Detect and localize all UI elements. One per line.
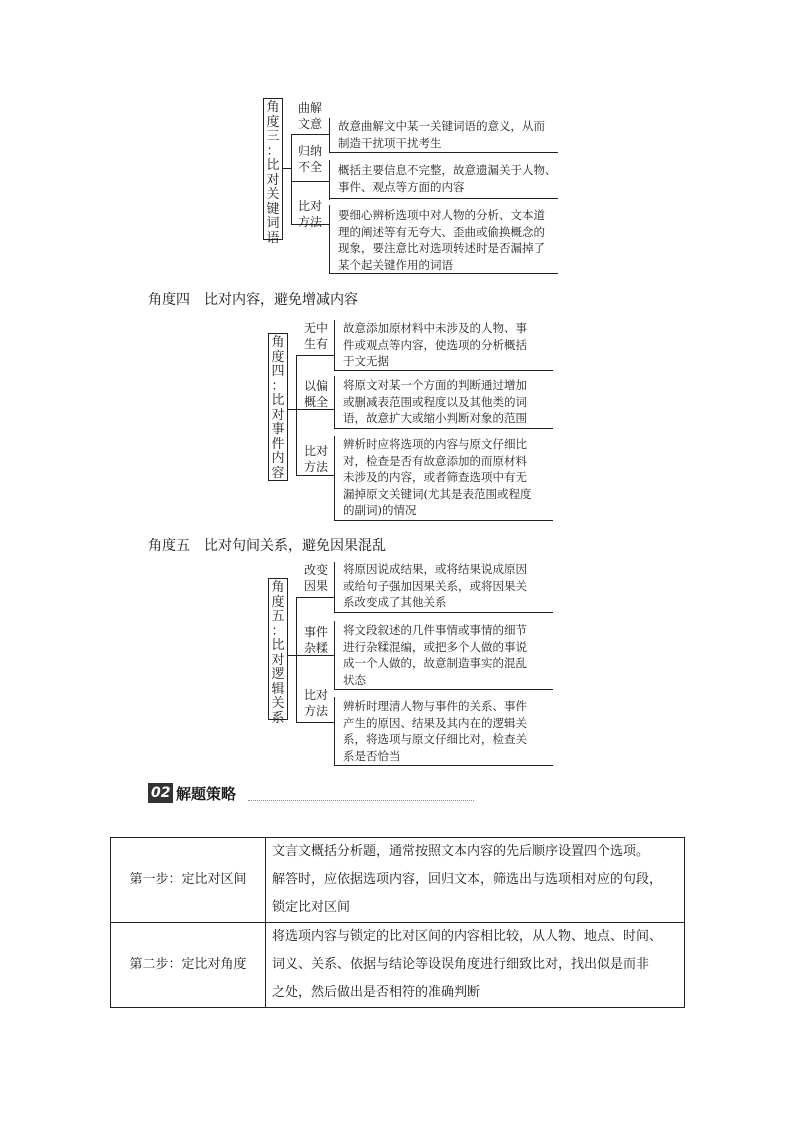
table-row (111, 923, 685, 1008)
section-title: 解题策略 (176, 785, 237, 803)
bracket-line (334, 436, 335, 520)
step-content: 将选项内容与锁定的比对区间的内容相比较，从人物、地点、时间、 词义、关系、依据与结论等设误角度进行细致比对，找出似是而非 之处，然后做出是否相符的准确判断 (266, 923, 685, 1008)
branch-description: 要细心辨析选项中对人物的分析、文本道 理的阐述等有无夸大、歪曲或偷换概念的 现象，要注意比对选项转述时是否漏掉了 某个起关键作用的词语 (338, 208, 545, 272)
underline (329, 152, 558, 153)
bracket-line (329, 118, 330, 153)
title-char: 逻 (271, 667, 285, 682)
title-char: 语 (266, 230, 280, 246)
diagram-title-box (263, 98, 283, 246)
underline (329, 198, 558, 199)
title-char: 事 (271, 422, 285, 437)
strategy-table (110, 837, 685, 1008)
angle-five-heading: 角度五 比对句间关系，避免因果混乱 (148, 538, 386, 554)
connector (296, 722, 334, 723)
bracket-line (329, 160, 330, 200)
bracket-line (334, 697, 335, 765)
connector (288, 655, 296, 656)
title-char: 关 (271, 696, 285, 711)
title-char: 角 (266, 100, 280, 115)
connector (296, 355, 334, 356)
underline (334, 428, 553, 429)
branch-label: 比对 方法 (297, 199, 322, 229)
underline (334, 370, 553, 371)
connector (291, 181, 329, 182)
underline (334, 612, 553, 613)
title-char: 内 (271, 451, 285, 466)
title-char: 对 (266, 172, 280, 188)
branch-label: 无中 生有 (303, 321, 328, 351)
title-char: 容 (271, 465, 285, 481)
underline (334, 520, 553, 521)
table-row (111, 838, 685, 923)
bracket-line (334, 562, 335, 612)
title-char: 比 (271, 638, 285, 653)
diagram-title-box (268, 333, 288, 481)
title-char: 系 (271, 710, 285, 726)
title-char: 件 (271, 436, 285, 452)
connector (296, 597, 334, 598)
angle-four-heading: 角度四 比对内容，避免增减内容 (148, 292, 358, 308)
branch-description: 将原因说成结果，或将结果说成原因 或给句子强加因果关系，或将因果关 系改变成了其他关系 (343, 562, 527, 609)
title-char: ： (271, 378, 285, 394)
title-char: ： (271, 623, 285, 639)
section-number-badge: 02 (148, 783, 173, 803)
branch-description: 故意添加原材料中未涉及的人物、事 件或观点等内容，使选项的分析概括 于文无据 (343, 321, 527, 368)
underline (334, 689, 553, 690)
title-char: 键 (266, 201, 280, 217)
underline (329, 273, 558, 274)
title-char: 对 (271, 407, 285, 423)
branch-label: 归纳 不全 (297, 144, 322, 174)
title-char: 度 (271, 349, 285, 365)
underline (334, 765, 553, 766)
connector (291, 134, 329, 135)
branch-label: 曲解 文意 (297, 101, 322, 131)
title-char: 四 (271, 364, 285, 379)
title-char: 度 (266, 114, 280, 130)
connector (288, 409, 296, 410)
branch-description: 将文段叙述的几件事情或事情的细节 进行杂糅混编，或把多个人做的事说 成一个人做的，故意制造事实的混乱 状态 (343, 623, 527, 687)
title-char: 比 (271, 393, 285, 408)
diagram-title-box (268, 578, 288, 726)
branch-label: 比对 方法 (303, 688, 328, 718)
title-char: 度 (271, 594, 285, 610)
title-char: 角 (271, 335, 285, 350)
bracket-line (334, 320, 335, 370)
branch-label: 比对 方法 (303, 444, 328, 474)
connector (296, 475, 334, 476)
title-char: 比 (266, 158, 280, 173)
title-char: ： (266, 143, 280, 159)
branch-label: 事件 杂糅 (303, 625, 328, 655)
bracket-line (334, 621, 335, 689)
branch-description: 辨析时应将选项的内容与原文仔细比 对，检查是否有故意添加的而原材料 未涉及的内容，或者筛查选项中有无 漏掉原文关键词(尤其是表范围或程度 的副词)的情况 (343, 437, 532, 517)
branch-label: 改变 因果 (303, 563, 328, 593)
bracket-line (334, 376, 335, 428)
title-char: 关 (266, 187, 280, 202)
branch-label: 以偏 概全 (303, 379, 328, 409)
title-char: 辑 (271, 681, 285, 697)
title-char: 角 (271, 580, 285, 595)
section-dotted-rule (248, 800, 474, 801)
branch-description: 将原文对某一个方面的判断通过增加 或删减表范围或程度以及其他类的词 语，故意扩大或缩小判断对象的范围 (343, 378, 527, 425)
title-char: 五 (271, 609, 285, 624)
branch-description: 辨析时理清人物与事件的关系、事件 产生的原因、结果及其内在的逻辑关 系，将选项与原文仔细比对，检查关 系是否恰当 (343, 699, 527, 763)
step-label: 第二步：定比对角度 (111, 923, 266, 1008)
branch-description: 故意曲解文中某一关键词语的意义，从而 制造干扰项干扰考生 (338, 119, 545, 150)
title-char: 三 (266, 129, 280, 144)
bracket-line (329, 205, 330, 273)
title-char: 词 (266, 216, 280, 231)
step-content: 文言文概括分析题，通常按照文本内容的先后顺序设置四个选项。 解答时，应依据选项内容，回归文本，筛选出与选项相对应的句段， 锁定比对区间 (266, 838, 685, 923)
step-label: 第一步：定比对区间 (111, 838, 266, 923)
branch-description: 概括主要信息不完整，故意遗漏关于人物、 事件、观点等方面的内容 (338, 163, 557, 194)
title-char: 对 (271, 652, 285, 668)
